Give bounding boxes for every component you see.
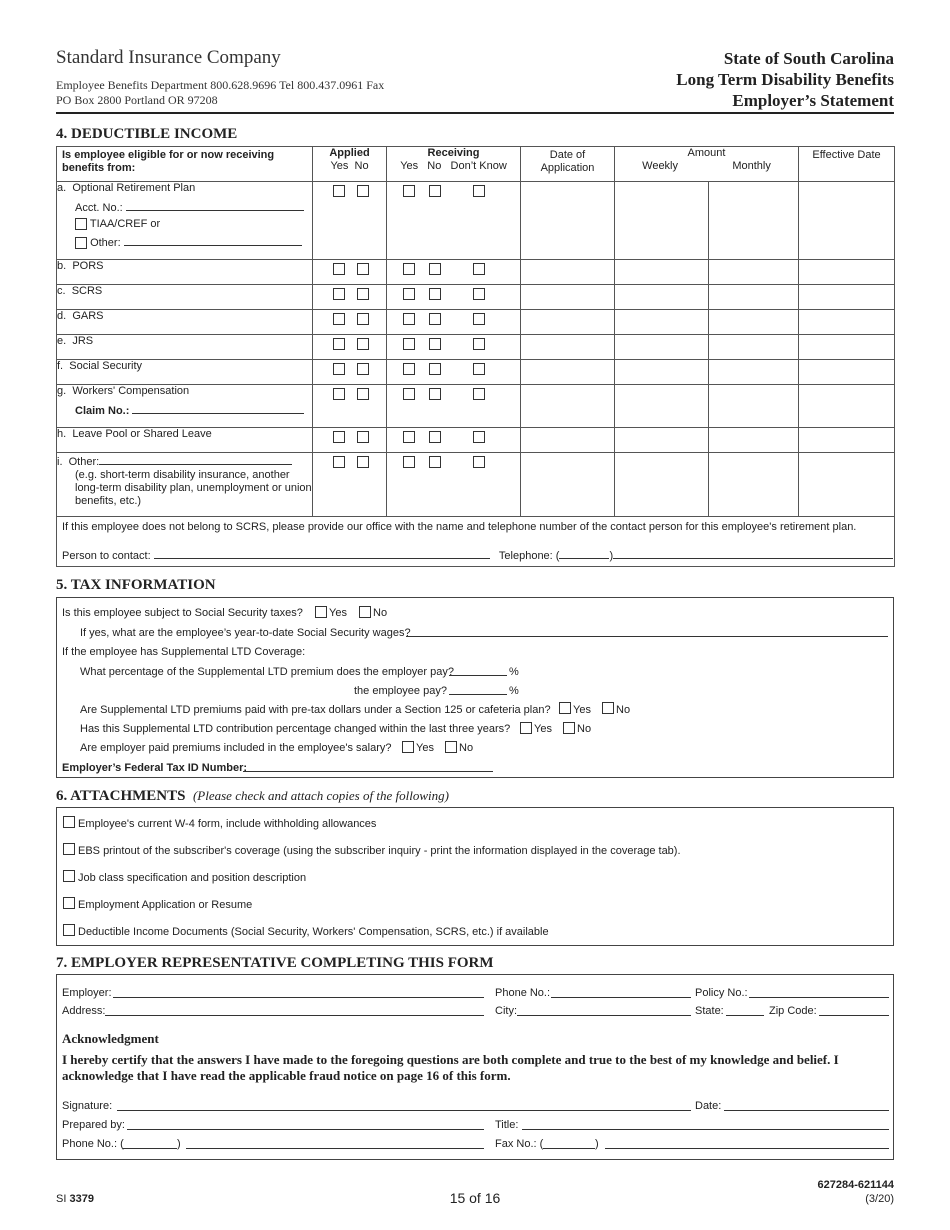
premiums-salary-question: Are employer paid premiums included in the employee's salary? xyxy=(80,742,392,754)
applied-yes-checkbox[interactable] xyxy=(333,431,345,443)
col-date-application: Date of Application xyxy=(521,147,615,182)
col-receiving xyxy=(387,147,521,182)
city-label: City: xyxy=(495,1005,517,1017)
section-7-title: 7. EMPLOYER REPRESENTATIVE COMPLETING THIS FORM xyxy=(56,955,494,971)
row-label: PORS xyxy=(72,260,104,272)
monthly-cell[interactable] xyxy=(709,360,799,385)
effective-date-cell[interactable] xyxy=(799,453,895,517)
other-note: (e.g. short-term disability insurance, another long-term disability plan, unemployment or union benefits, etc.) xyxy=(75,469,312,507)
acknowledgment-text: I hereby certify that the answers I have made to the foregoing questions are both complete and true to the best of my knowledge and belief. I acknowledge that I have read the applicable fraud notice on page 16 of this form. xyxy=(62,1052,839,1083)
ss-wages-field[interactable] xyxy=(406,636,888,637)
col-effective-date: Effective Date xyxy=(799,147,895,182)
tax-id-label: Employer’s Federal Tax ID Number: xyxy=(62,762,248,774)
dept-contact-line: Employee Benefits Department 800.628.9696 Tel 800.437.0961 Fax xyxy=(56,78,385,92)
ss-taxes-yes-checkbox[interactable] xyxy=(315,606,327,618)
receiving-no-checkbox[interactable] xyxy=(429,185,441,197)
pct-changed-question: Has this Supplemental LTD contribution percentage changed within the last three years? xyxy=(80,723,511,735)
receiving-dontknow-checkbox[interactable] xyxy=(473,313,485,325)
attachment-deductible-checkbox[interactable] xyxy=(63,924,75,936)
receiving-no-checkbox[interactable] xyxy=(429,288,441,300)
applied-no-checkbox[interactable] xyxy=(357,431,369,443)
form-title xyxy=(676,48,894,111)
col-amount xyxy=(615,147,799,182)
row-label: Social Security xyxy=(69,360,143,372)
applied-no-checkbox[interactable] xyxy=(357,288,369,300)
employer-field[interactable] xyxy=(113,997,484,998)
section-4-title: 4. DEDUCTIBLE INCOME xyxy=(56,126,238,142)
ss-taxes-question: Is this employee subject to Social Security taxes? xyxy=(62,607,303,619)
receiving-no-checkbox[interactable] xyxy=(429,388,441,400)
applied-no-checkbox[interactable] xyxy=(357,263,369,275)
col-question: Is employee eligible for or now receiving benefits from: xyxy=(57,147,313,182)
section-6-title: 6. ATTACHMENTS (Please check and attach copies of the following) xyxy=(56,788,449,804)
policy-no-label: Policy No.: xyxy=(695,987,748,999)
attachment-w4-label: Employee's current W-4 form, include withholding allowances xyxy=(78,818,377,830)
employer-rep-box: Employer: Phone No.: Policy No.: Address: City: State: Zip Code: Acknowledgment I hereby certify that the answers I have made to the foregoing questions are both complete and true to the best of my knowledge and belief. I acknowledge that I have read the applicable fraud notice on page 16 of this form. Signature: Date: Prepared by: Title: Phone No.: ( ) Fax No.: ( ) xyxy=(56,974,894,1160)
claim-no-field[interactable] xyxy=(132,402,304,414)
applied-no-checkbox[interactable] xyxy=(357,313,369,325)
address-field[interactable] xyxy=(105,1015,484,1016)
date-label: Date: xyxy=(695,1100,722,1112)
zip-field[interactable] xyxy=(819,1015,889,1016)
title-field[interactable] xyxy=(522,1129,889,1130)
signature-label: Signature: xyxy=(62,1100,113,1112)
monthly-cell[interactable] xyxy=(709,285,799,310)
address-label: Address: xyxy=(62,1005,106,1017)
fax-no-label: Fax No.: ( xyxy=(495,1138,544,1150)
receiving-no-checkbox[interactable] xyxy=(429,313,441,325)
col-applied-label: Applied xyxy=(329,147,370,159)
weekly-cell[interactable] xyxy=(615,285,709,310)
person-to-contact-field[interactable] xyxy=(154,547,490,559)
other-plan-checkbox[interactable] xyxy=(75,237,87,249)
applied-yes-checkbox[interactable] xyxy=(333,185,345,197)
table-row: d. GARS xyxy=(57,310,895,335)
receiving-dontknow-checkbox[interactable] xyxy=(473,363,485,375)
header-rule xyxy=(56,112,894,114)
employer-pct-question: What percentage of the Supplemental LTD premium does the employer pay? xyxy=(80,666,454,678)
weekly-cell[interactable] xyxy=(615,260,709,285)
form-title-line-1: State of South Carolina xyxy=(723,49,894,68)
date-application-cell[interactable] xyxy=(521,182,615,260)
company-name: Standard Insurance Company xyxy=(56,47,281,68)
receiving-dontknow-checkbox[interactable] xyxy=(473,185,485,197)
table-row: g. Workers' Compensation Claim No.: xyxy=(57,385,895,428)
date-application-cell[interactable] xyxy=(521,285,615,310)
phone-area-field[interactable] xyxy=(123,1148,177,1149)
policy-no-field[interactable] xyxy=(749,997,889,998)
weekly-cell[interactable] xyxy=(615,310,709,335)
form-title-line-3: Employer’s Statement xyxy=(732,91,894,110)
receiving-yes-checkbox[interactable] xyxy=(403,456,415,468)
weekly-cell[interactable] xyxy=(615,453,709,517)
monthly-cell[interactable] xyxy=(709,453,799,517)
date-application-cell[interactable] xyxy=(521,428,615,453)
other-benefit-field[interactable] xyxy=(99,453,292,465)
pct-changed-yes-checkbox[interactable] xyxy=(520,722,532,734)
acct-no-field[interactable] xyxy=(126,199,304,211)
col-amount-label: Amount xyxy=(687,147,726,159)
zip-label: Zip Code: xyxy=(769,1005,817,1017)
applied-no-checkbox[interactable] xyxy=(357,185,369,197)
monthly-cell[interactable] xyxy=(709,428,799,453)
telephone-area-field[interactable] xyxy=(559,547,609,559)
effective-date-cell[interactable] xyxy=(799,260,895,285)
attachment-resume-label: Employment Application or Resume xyxy=(78,899,253,911)
pretax-question: Are Supplemental LTD premiums paid with pre-tax dollars under a Section 125 or cafeteria plan? xyxy=(80,704,551,716)
form-code: 627284-621144 (3/20) xyxy=(817,1179,894,1205)
attachment-jobclass-checkbox[interactable] xyxy=(63,870,75,882)
receiving-no-checkbox[interactable] xyxy=(429,456,441,468)
pretax-no-checkbox[interactable] xyxy=(602,702,614,714)
section-6-subtitle: (Please check and attach copies of the following) xyxy=(192,788,449,803)
applied-yes-checkbox[interactable] xyxy=(333,338,345,350)
state-label: State: xyxy=(695,1005,724,1017)
receiving-dontknow-checkbox[interactable] xyxy=(473,288,485,300)
monthly-cell[interactable] xyxy=(709,260,799,285)
row-label: GARS xyxy=(72,310,104,322)
receiving-dontknow-checkbox[interactable] xyxy=(473,263,485,275)
state-field[interactable] xyxy=(726,1015,764,1016)
table-row: f. Social Security xyxy=(57,360,895,385)
telephone-label: Telephone: ( xyxy=(498,550,560,562)
table-row: b. PORS xyxy=(57,260,895,285)
table-row: i. Other: (e.g. short-term disability insurance, another long-term disability plan, unemployment or union benefits, etc.) xyxy=(57,453,895,517)
receiving-no-checkbox[interactable] xyxy=(429,431,441,443)
page-number: 15 of 16 xyxy=(449,1190,501,1206)
receiving-yes-checkbox[interactable] xyxy=(403,363,415,375)
col-receiving-sub: Yes No Don’t Know xyxy=(400,160,507,172)
date-application-cell[interactable] xyxy=(521,385,615,428)
attachment-resume-checkbox[interactable] xyxy=(63,897,75,909)
address-line: PO Box 2800 Portland OR 97208 xyxy=(56,93,218,107)
monthly-cell[interactable] xyxy=(709,385,799,428)
monthly-cell[interactable] xyxy=(709,182,799,260)
form-title-line-2: Long Term Disability Benefits xyxy=(676,70,894,89)
fax-area-field[interactable] xyxy=(543,1148,595,1149)
title-label: Title: xyxy=(495,1119,519,1131)
row-label: Optional Retirement Plan xyxy=(72,182,196,194)
attachment-ebs-label: EBS printout of the subscriber's coverage (using the subscriber inquiry - print the information displayed in the coverage tab). xyxy=(78,845,681,857)
fax-no-field[interactable] xyxy=(605,1148,889,1149)
receiving-yes-checkbox[interactable] xyxy=(403,288,415,300)
monthly-cell[interactable] xyxy=(709,335,799,360)
receiving-yes-checkbox[interactable] xyxy=(403,338,415,350)
row-label: Leave Pool or Shared Leave xyxy=(72,428,212,440)
acknowledgment-title: Acknowledgment xyxy=(62,1031,159,1046)
telephone-field[interactable] xyxy=(613,547,893,559)
form-number: SI 3379 xyxy=(56,1193,94,1205)
table-row: h. Leave Pool or Shared Leave xyxy=(57,428,895,453)
receiving-no-checkbox[interactable] xyxy=(429,263,441,275)
date-field[interactable] xyxy=(724,1110,889,1111)
tax-id-field[interactable] xyxy=(243,771,493,772)
attachment-deductible-label: Deductible Income Documents (Social Security, Workers' Compensation, SCRS, etc.) if available xyxy=(78,926,549,938)
premiums-salary-yes-checkbox[interactable] xyxy=(402,741,414,753)
row-label: SCRS xyxy=(71,285,103,297)
row-label: JRS xyxy=(72,335,94,347)
date-application-cell[interactable] xyxy=(521,260,615,285)
tiaa-checkbox[interactable] xyxy=(75,218,87,230)
table-row: c. SCRS xyxy=(57,285,895,310)
receiving-no-checkbox[interactable] xyxy=(429,363,441,375)
applied-no-checkbox[interactable] xyxy=(357,338,369,350)
table-row: a. Optional Retirement Plan Acct. No.: TIAA/CREF or Other: xyxy=(57,182,895,260)
col-weekly: Weekly xyxy=(642,160,679,172)
applied-yes-checkbox[interactable] xyxy=(333,456,345,468)
pretax-yes-checkbox[interactable] xyxy=(559,702,571,714)
receiving-yes-checkbox[interactable] xyxy=(403,431,415,443)
phone-no-field[interactable] xyxy=(551,997,691,998)
col-applied xyxy=(313,147,387,182)
receiving-yes-checkbox[interactable] xyxy=(403,185,415,197)
effective-date-cell[interactable] xyxy=(799,385,895,428)
premiums-salary-no-checkbox[interactable] xyxy=(445,741,457,753)
employer-label: Employer: xyxy=(62,987,112,999)
prepared-by-label: Prepared by: xyxy=(62,1119,125,1131)
weekly-cell[interactable] xyxy=(615,428,709,453)
date-application-cell[interactable] xyxy=(521,360,615,385)
attachment-ebs-checkbox[interactable] xyxy=(63,843,75,855)
ss-wages-question: If yes, what are the employee’s year-to-date Social Security wages? xyxy=(80,627,411,639)
section-5-title: 5. TAX INFORMATION xyxy=(56,577,216,593)
attachment-jobclass-label: Job class specification and position description xyxy=(78,872,307,884)
weekly-cell[interactable] xyxy=(615,335,709,360)
employee-pct-question: the employee pay? xyxy=(354,685,447,697)
applied-yes-checkbox[interactable] xyxy=(333,363,345,375)
weekly-cell[interactable] xyxy=(615,182,709,260)
other-plan-field[interactable] xyxy=(124,234,302,246)
city-field[interactable] xyxy=(517,1015,691,1016)
phone-no-label: Phone No.: xyxy=(495,987,551,999)
row-label: Other: xyxy=(68,456,100,468)
phone-no-2-label: Phone No.: ( xyxy=(62,1138,124,1150)
phone-no-2-field[interactable] xyxy=(186,1148,484,1149)
monthly-cell[interactable] xyxy=(709,310,799,335)
employee-pct-field[interactable] xyxy=(449,694,507,695)
effective-date-cell[interactable] xyxy=(799,335,895,360)
weekly-cell[interactable] xyxy=(615,385,709,428)
applied-yes-checkbox[interactable] xyxy=(333,288,345,300)
table-row: e. JRS xyxy=(57,335,895,360)
pct-changed-no-checkbox[interactable] xyxy=(563,722,575,734)
applied-yes-checkbox[interactable] xyxy=(333,388,345,400)
effective-date-cell[interactable] xyxy=(799,285,895,310)
contact-row: If this employee does not belong to SCRS, please provide our office with the name and telephone number of the contact person for this employee's retirement plan. Person to contact: Telephone: ( ) xyxy=(57,517,895,567)
col-monthly: Monthly xyxy=(732,160,771,172)
ss-taxes-no-checkbox[interactable] xyxy=(359,606,371,618)
scrs-note: If this employee does not belong to SCRS, please provide our office with the name and telephone number of the contact person for this employee's retirement plan. xyxy=(62,521,857,533)
applied-no-checkbox[interactable] xyxy=(357,363,369,375)
supplemental-ltd-heading: If the employee has Supplemental LTD Coverage: xyxy=(62,646,306,658)
receiving-no-checkbox[interactable] xyxy=(429,338,441,350)
applied-no-checkbox[interactable] xyxy=(357,388,369,400)
table-header-row xyxy=(57,147,895,182)
date-application-cell[interactable] xyxy=(521,335,615,360)
attachments-box xyxy=(56,807,894,946)
receiving-dontknow-checkbox[interactable] xyxy=(473,456,485,468)
deductible-income-table xyxy=(56,146,895,567)
col-applied-sub: Yes No xyxy=(330,160,369,172)
effective-date-cell[interactable] xyxy=(799,428,895,453)
effective-date-cell[interactable] xyxy=(799,182,895,260)
col-receiving-label: Receiving xyxy=(427,147,480,159)
date-application-cell[interactable] xyxy=(521,310,615,335)
receiving-dontknow-checkbox[interactable] xyxy=(473,338,485,350)
prepared-by-field[interactable] xyxy=(127,1129,484,1130)
receiving-yes-checkbox[interactable] xyxy=(403,313,415,325)
weekly-cell[interactable] xyxy=(615,360,709,385)
row-label: Workers' Compensation xyxy=(72,385,190,397)
applied-yes-checkbox[interactable] xyxy=(333,263,345,275)
signature-field[interactable] xyxy=(117,1110,691,1111)
person-to-contact-label: Person to contact: xyxy=(62,550,151,562)
receiving-yes-checkbox[interactable] xyxy=(403,263,415,275)
date-application-cell[interactable] xyxy=(521,453,615,517)
effective-date-cell[interactable] xyxy=(799,360,895,385)
receiving-dontknow-checkbox[interactable] xyxy=(473,431,485,443)
receiving-dontknow-checkbox[interactable] xyxy=(473,388,485,400)
receiving-yes-checkbox[interactable] xyxy=(403,388,415,400)
attachment-w4-checkbox[interactable] xyxy=(63,816,75,828)
applied-yes-checkbox[interactable] xyxy=(333,313,345,325)
employer-pct-field[interactable] xyxy=(449,675,507,676)
applied-no-checkbox[interactable] xyxy=(357,456,369,468)
effective-date-cell[interactable] xyxy=(799,310,895,335)
tax-info-box: Is this employee subject to Social Security taxes? Yes No If yes, what are the employee’s year-to-date Social Security wages? If the employee has Supplemental LTD Coverage: What percentage of the Supplemental LTD premium does the employer pay? % the employee pay? % Are Supplemental LTD premiums paid with pre-tax dollars under a Section 125 or cafeteria plan? Yes No Has this Supplemental LTD contribution percentage changed within the last three years? Yes No Are employer paid premiums included in the employee's salary? Yes No Employer’s Federal Tax ID Number: xyxy=(56,597,894,778)
